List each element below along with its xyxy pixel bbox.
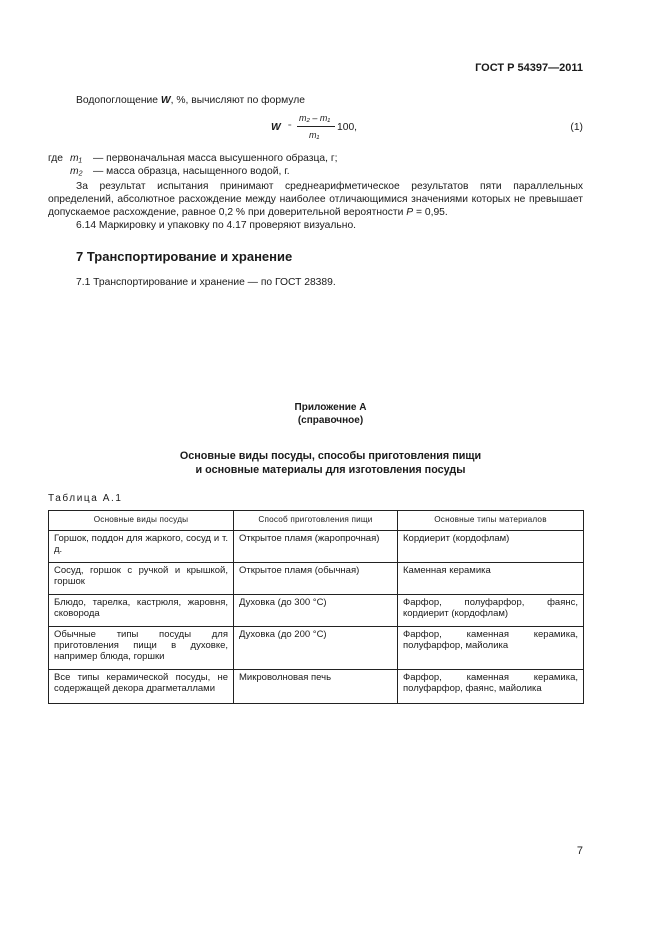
table-cell: Открытое пламя (жаропрочная) [234,531,398,563]
table-cell: Микроволновая печь [234,670,398,704]
page-number: 7 [576,845,583,857]
table-cell: Все типы керамической посуды, не содержащей декора драгметаллами [49,670,234,704]
symbol-m1: m₁ [70,153,82,164]
symbol-p: P [406,207,414,218]
table-row [49,627,584,670]
paragraph-7-1: 7.1 Транспортирование и хранение — по ГОСТ 28389. [76,277,336,288]
intro-paragraph: Водопоглощение W, %, вычисляют по формуле [76,95,305,106]
table-row [49,670,584,704]
table-label: Таблица А.1 [48,493,123,504]
table-cell: Фарфор, полуфарфор, фаянс, кордиерит (кордофлам) [398,595,584,627]
table-header-row [49,511,584,531]
table-row [49,595,584,627]
annex-status: (справочное) [297,415,364,426]
table-row [49,563,584,595]
formula-1 [271,113,361,149]
formula-denominator: m₁ [309,130,320,140]
symbol-m2: m₂ [70,166,83,177]
formula-number: (1) [570,122,583,133]
paragraph-6-14: 6.14 Маркировку и упаковку по 4.17 проверяют визуально. [76,220,357,231]
table-cell: Фарфор, каменная керамика, полуфарфор, майолика [398,627,584,670]
table-cell: Блюдо, тарелка, кастрюля, жаровня, сковорода [49,595,234,627]
table-cell: Горшок, поддон для жаркого, сосуд и т. д. [49,531,234,563]
document-header: ГОСТ Р 54397—2011 [475,62,583,74]
table-cell: Сосуд, горшок с ручкой и крышкой, горшок [49,563,234,595]
table-cell: Духовка (до 300 °С) [234,595,398,627]
table-cell: Обычные типы посуды для приготовления пищи в духовке, например блюда, горшки [49,627,234,670]
result-paragraph: За результат испытания принимают среднеарифметическое результатов пяти параллельных определений, абсолютное расхождение между наиболее отличающимися значениями которых не превышает допускаемое расхождение, равное 0,2 % при доверительной вероятности P = 0,95. [48,181,583,218]
table-row [49,531,584,563]
annex-heading-line2: и основные материалы для изготовления посуды [195,464,466,476]
fraction-bar [297,126,335,127]
table-cell: Кордиерит (кордофлам) [398,531,584,563]
section-7-heading: 7 Транспортирование и хранение [76,249,293,264]
formula-equals: = [288,123,292,129]
annex-heading-line1: Основные виды посуды, способы приготовления пищи [179,450,482,462]
formula-lhs: W [271,122,281,133]
formula-numerator: m₂ – m₁ [299,113,331,123]
table-cell: Фарфор, каменная керамика, полуфарфор, фаянс, майолика [398,670,584,704]
table-cell: Духовка (до 200 °С) [234,627,398,670]
column-header: Основные виды посуды [49,511,234,531]
materials-table [48,510,584,704]
symbol-w: W [160,95,171,106]
table-cell: Открытое пламя (обычная) [234,563,398,595]
annex-title: Приложение А [294,402,367,413]
column-header: Способ приготовления пищи [234,511,398,531]
table-cell: Каменная керамика [398,563,584,595]
column-header: Основные типы материалов [398,511,584,531]
formula-multiplier: 100, [337,122,358,133]
